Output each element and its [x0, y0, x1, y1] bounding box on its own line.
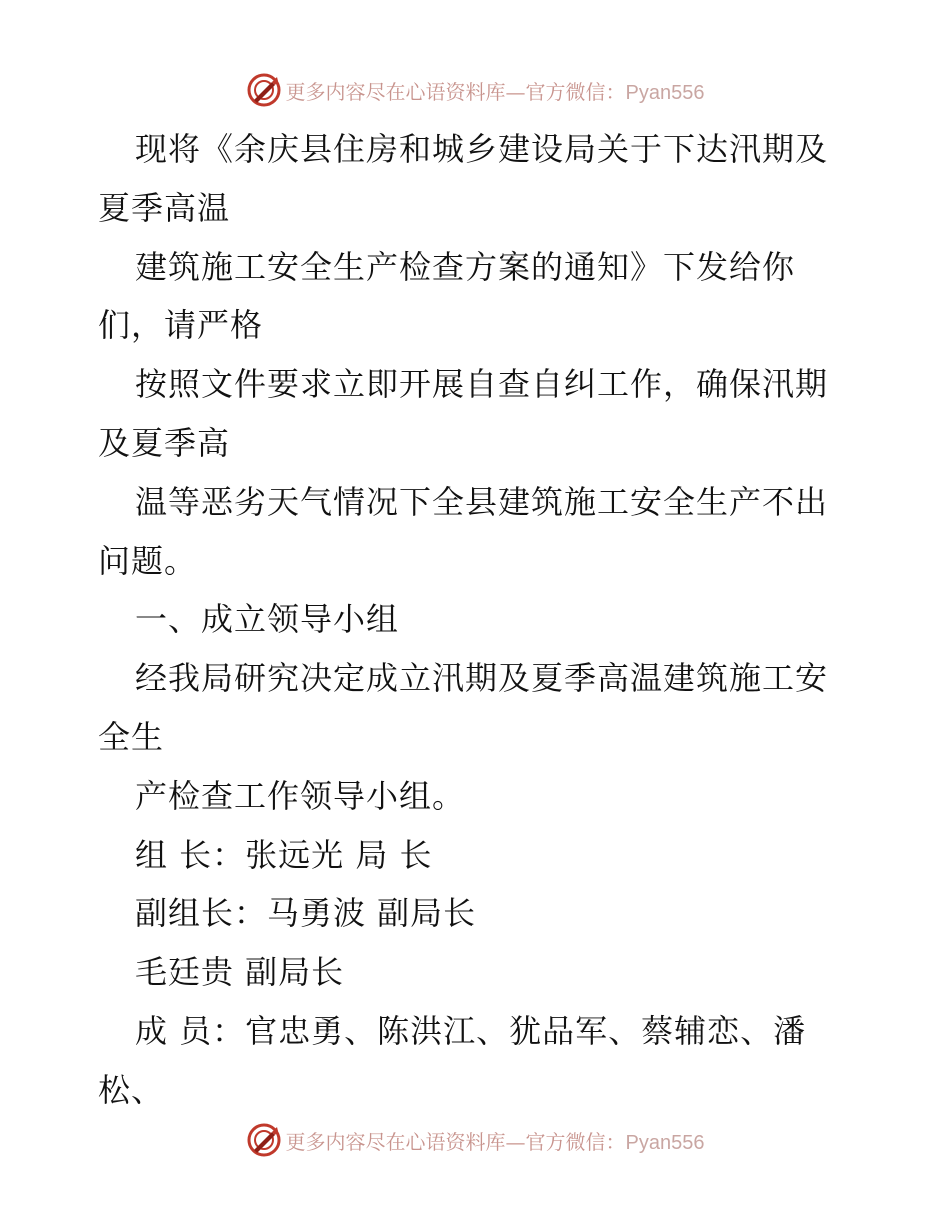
body-line-4: 们，请严格	[98, 306, 264, 345]
footer-brand-text: 更多内容尽在心语资料库	[285, 1129, 506, 1154]
members-line: 成 员：官忠勇、陈洪江、犹品军、蔡辅恋、潘	[135, 1011, 807, 1050]
header-wechat-id: Pyan556	[625, 81, 705, 104]
body-line-3: 建筑施工安全生产检查方案的通知》下发给你	[135, 247, 796, 286]
footer-banner	[0, 1120, 950, 1160]
header-banner-text	[286, 76, 705, 105]
section-heading: 一、成立领导小组	[135, 600, 400, 639]
document-body	[98, 120, 858, 1120]
body-line-6: 及夏季高	[98, 423, 231, 462]
body-line-8: 问题。	[98, 541, 198, 580]
body-line-2: 夏季高温	[98, 188, 231, 227]
body-line-5: 按照文件要求立即开展自查自纠工作，确保汛期	[135, 365, 829, 404]
body-line-10: 经我局研究决定成立汛期及夏季高温建筑施工安	[135, 659, 829, 698]
header-banner	[0, 70, 950, 110]
leader-line: 组 长：张远光 局 长	[135, 835, 433, 874]
footer-separator: —	[505, 1129, 526, 1154]
footer-wechat-label: 官方微信：	[525, 1129, 626, 1154]
body-line-1: 现将《余庆县住房和城乡建设局关于下达汛期及	[135, 130, 829, 168]
footer-wechat-id: Pyan556	[625, 1131, 705, 1154]
footer-banner-text	[286, 1126, 705, 1155]
body-line-12: 产检查工作领导小组。	[135, 776, 466, 815]
brand-logo-icon	[246, 72, 282, 108]
header-separator: —	[505, 79, 526, 104]
deputy-leader-line-2: 毛廷贵 副局长	[135, 953, 345, 992]
header-brand-text: 更多内容尽在心语资料库	[285, 79, 506, 104]
brand-logo-icon	[246, 1122, 282, 1158]
body-line-7: 温等恶劣天气情况下全县建筑施工安全生产不出	[135, 482, 829, 521]
members-line-continued: 松、	[98, 1070, 165, 1109]
deputy-leader-line-1: 副组长：马勇波 副局长	[135, 894, 477, 933]
body-line-11: 全生	[98, 717, 165, 756]
header-wechat-label: 官方微信：	[525, 79, 626, 104]
